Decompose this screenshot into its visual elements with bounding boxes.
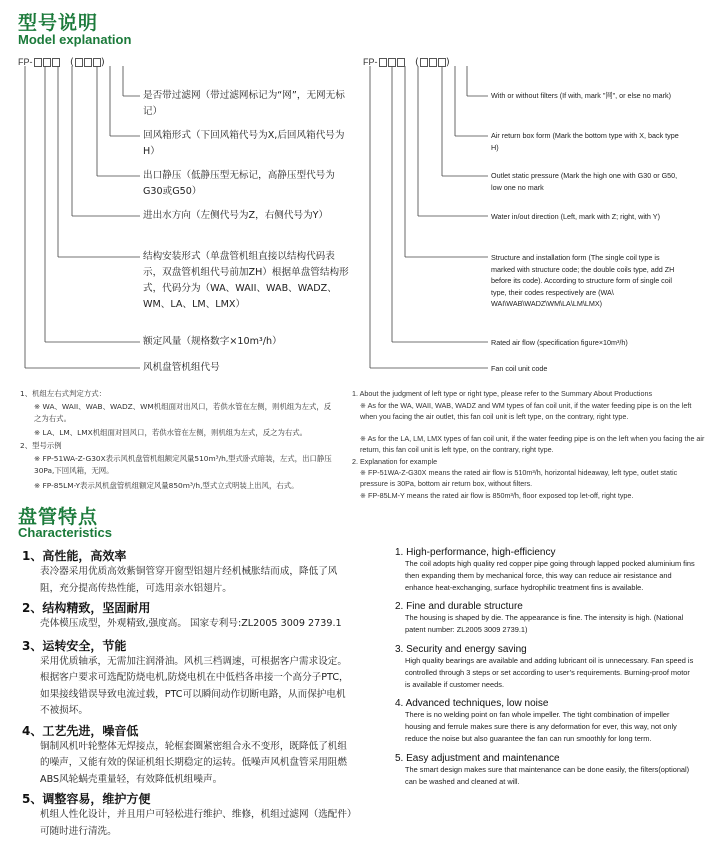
note-cn-5: ※ FP-51WA-Z-G30X表示风机盘管机组额定风量510m³/h,型式卧式暗装，左式，出口静压30Pa,下回风箱，无网。 (34, 454, 332, 475)
note-en-5: ※ FP-51WA-Z-G30X means the rated air flow is 510m³/h, horizontal hideaway, left type, outlet static pressure is 30Pa, bottom air return box, without filters. (360, 468, 678, 489)
feature-en-heading: 2. Fine and durable structure (395, 601, 523, 613)
feature-en-body: The coil adopts high quality red copper pipe going through lapped pocked aluminium fins then expanding them by mechanical force, this way can reduce air resistance and enhance heat-exchanging, surface hydrophilic treatment fins is available. (405, 559, 695, 592)
feature-en-heading: 1. High-performance, high-efficiency (395, 547, 556, 558)
feature-en-body: The housing is shaped by die. The appearance is fine. The intensity is high. (National patent number: ZL2005 3009 2739.1) (405, 613, 684, 635)
close-paren: ) (100, 57, 105, 68)
label-cn-air-flow: 额定风量（规格数字×10m³/h） (143, 336, 282, 347)
feature-cn-heading: 3、运转安全，节能 (22, 638, 127, 653)
feature-en-heading: 4. Advanced techniques, low noise (395, 698, 549, 710)
feature-cn-body: 铜制风机叶轮整体无焊接点，轮框套圈紧密组合永不变形，既降低了机组的噪声，又能有效的保证机组长期稳定的运转。低噪声风机盘管采用阻燃ABS风轮蜗壳重量轻，有效降低机组噪声。 (40, 740, 347, 785)
feature-en-body: High quality bearings are available and adding lubricant oil is unnecessary. Fan speed is controlled through 3 steps or set according to user’s requirements. Burning-proof motor is available if customer needs. (405, 655, 694, 689)
code-box (420, 58, 428, 67)
note-cn-1: 1、机组左右式判定方式： (20, 389, 107, 398)
label-en-structure: Structure and installation form (The single coil type is marked with structure code; the double coils type, add ZH before its code). According to structure form of single coil type, their codes respectively are (WA\ WAI\WAB\WADZ\WM\LA\LM\LMX) (491, 253, 675, 308)
section-title-cn: 型号说明 (18, 12, 99, 34)
model-prefix: FP- (18, 57, 33, 67)
feature-en-heading: 5. Easy adjustment and maintenance (395, 752, 560, 764)
label-cn-water-direction: 进出水方向（左侧代号为Z，右侧代号为Y） (143, 210, 329, 221)
label-en-filter: With or without filters (If with, mark "网", or else no mark) (491, 91, 672, 100)
label-cn-filter: 是否带过滤网（带过滤网标记为“网”，无网无标记） (143, 90, 345, 117)
label-en-unit-code: Fan coil unit code (491, 364, 548, 373)
note-en-1: 1. About the judgment of left type or right type, please refer to the Summary About Productions (352, 389, 653, 398)
code-box (379, 58, 387, 67)
note-en-2: ※ As for the WA, WAII, WAB, WADZ and WM types of fan coil unit, if the water feeding pipe is on the left when you facing the air outlet, this fan coil unit is left type, on the contrary, right type. (360, 401, 692, 422)
code-box (438, 58, 446, 67)
open-paren: ( (70, 57, 74, 68)
code-box (388, 58, 396, 67)
note-cn-2: ※ WA、WAII、WAB、WADZ、WM机组面对出风口，若供水管在左侧，则机组为左式，反之为右式。 (34, 402, 332, 423)
feature-en-body: The smart design makes sure that maintenance can be done easily, the filters(optional) can be washed and cleaned at will. (405, 764, 690, 786)
note-cn-6: ※ FP-85LM-Y表示风机盘管机组额定风量850m³/h,型式立式明装上出风，右式。 (34, 481, 299, 490)
model-prefix: FP- (363, 57, 378, 67)
open-paren: ( (415, 57, 419, 68)
label-en-water-direction: Water in/out direction (Left, mark with Z; right, with Y) (491, 212, 660, 221)
label-en-air-flow: Rated air flow (specification figure×10m³/h) (491, 338, 628, 347)
feature-cn-heading: 1、高性能，高效率 (22, 549, 127, 563)
note-cn-3: ※ LA、LM、LMX机组面对回风口，若供水管在左侧，则机组为左式，反之为右式。 (34, 428, 308, 437)
close-paren: ) (445, 57, 450, 68)
feature-en-heading: 3. Security and energy saving (395, 643, 527, 655)
note-en-3: ※ As for the LA, LM, LMX types of fan coil unit, if the water feeding pipe is on the left when you facing the air return, this fan coil unit is left type, on the contrary, right type. (360, 434, 705, 455)
note-en-4: 2. Explanation for example (352, 457, 438, 466)
feature-cn-body: 采用优质轴承，无需加注润滑油。风机三档调速，可根据客户需求设定。根据客户要求可选配防烧电机,防烧电机在中低档各串接一个高分子PTC，如果接线错误导致电流过载，PTC可以瞬间动作切断电路，从而保护电机不被损坏。 (40, 655, 349, 716)
label-cn-return-box: 回风箱形式（下回风箱代号为X,后回风箱代号为H） (143, 130, 345, 157)
section2-title-cn: 盘管特点 (18, 506, 99, 528)
feature-cn-heading: 4、工艺先进，噪音低 (22, 723, 139, 738)
label-cn-structure: 结构安装形式（单盘管机组直接以结构代码表示，双盘管机组代号前加ZH）根据单盘管结构形式，代码分为（WA、WAII、WAB、WADZ、WM、LA、LM、LMX） (143, 251, 349, 310)
label-en-return-box: Air return box form (Mark the bottom type with X, back type H) (491, 131, 679, 152)
model-code-right (363, 57, 450, 68)
feature-en-body: There is no welding point on fan whole impeller. The tight combination of impeller housing and ferrule makes sure there is any deformation for ever, this way, not only reduce the noise but also guarantee the fan can run smoothly for long term. (405, 710, 677, 743)
feature-cn-body: 机组人性化设计，并且用户可轻松进行维护、维修，机组过滤网（选配件）可随时进行清洗。 (40, 809, 352, 837)
features-en (395, 547, 695, 787)
label-cn-unit-code: 风机盘管机组代号 (143, 362, 220, 373)
label-cn-static-pressure: 出口静压（低静压型无标记，高静压型代号为G30或G50） (143, 170, 335, 197)
code-box (397, 58, 405, 67)
section-title-en: Model explanation (18, 32, 132, 47)
note-en-6: ※ FP-85LM-Y means the rated air flow is 850m³/h, floor exposed top let-off, right type. (360, 491, 634, 500)
code-box (429, 58, 437, 67)
features-cn (22, 547, 352, 840)
feature-cn-heading: 5、调整容易，维护方便 (22, 792, 151, 806)
feature-cn-heading: 2、结构精致，坚固耐用 (22, 601, 151, 615)
section2-title-en: Characteristics (18, 525, 112, 540)
note-cn-4: 2、型号示例 (20, 441, 62, 450)
label-en-static-pressure: Outlet static pressure (Mark the high one with G30 or G50, low one no mark (491, 171, 678, 192)
feature-cn-body: 壳体模压成型，外观精致,强度高。 国家专利号:ZL2005 3009 2739.1 (40, 618, 342, 629)
feature-cn-body: 表冷器采用优质高效紫铜管穿开窗型铝翅片经机械胀结而成，降低了风阻，充分提高传热性能，可选用亲水铝翅片。 (40, 566, 338, 594)
